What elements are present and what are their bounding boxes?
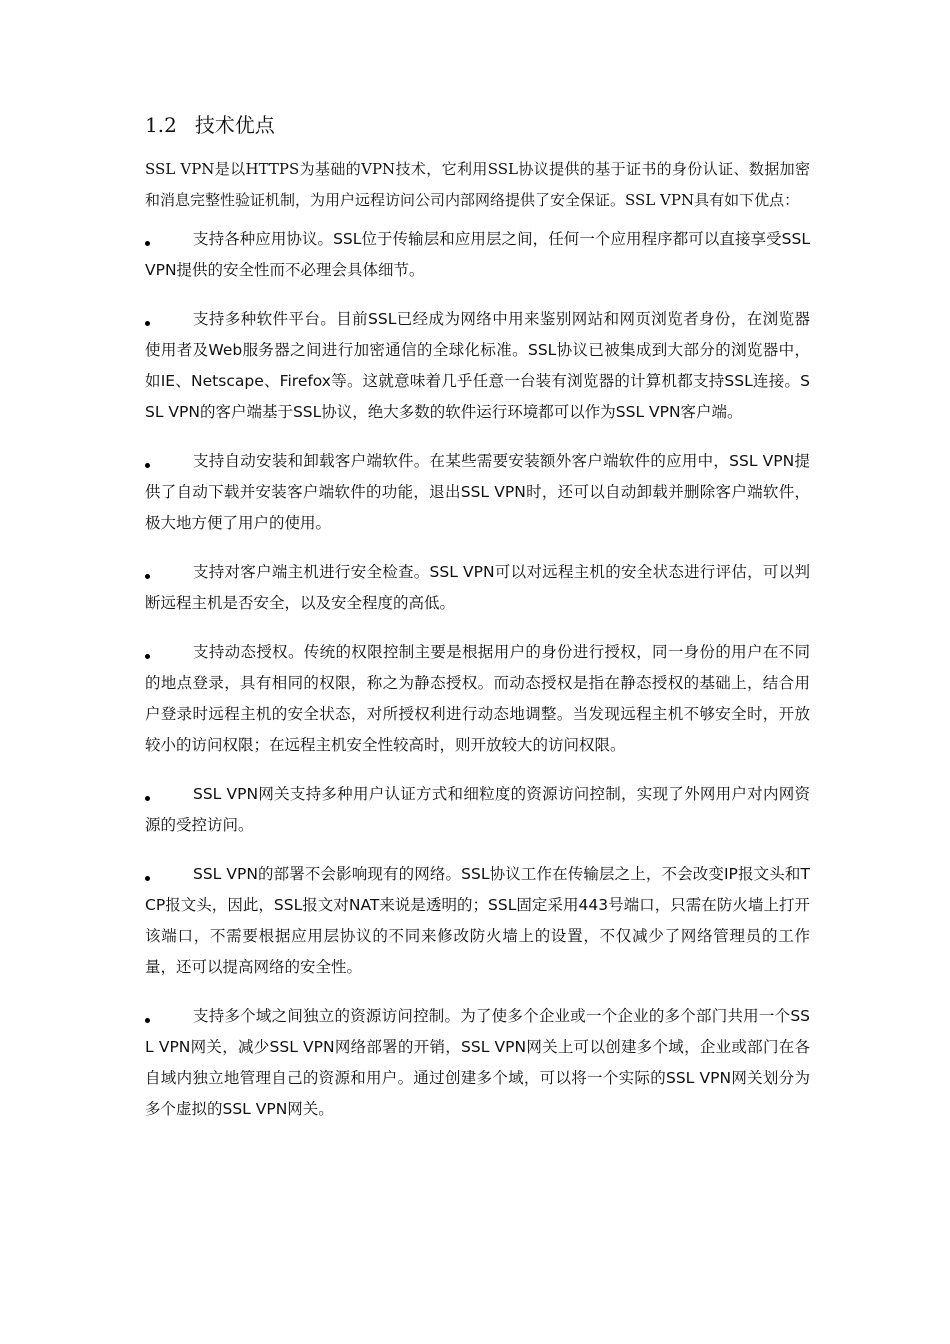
list-item-text: 支持多种软件平台。目前SSL已经成为网络中用来鉴别网站和网页浏览者身份，在浏览器使用者及Web服务器之间进行加密通信的全球化标准。SSL协议已被集成到大部分的浏览器中，如IE、Netscape、Firefox等。这就意味着几乎任意一台装有浏览器的计算机都支持SSL连接。SSL VPN的客户端基于SSL协议，绝大多数的软件运行环境都可以作为SSL VPN客户端。	[145, 310, 810, 421]
bullet-icon	[145, 1018, 150, 1023]
list-item-text: 支持多个域之间独立的资源访问控制。为了使多个企业或一个企业的多个部门共用一个SSL VPN网关，减少SSL VPN网络部署的开销，SSL VPN网关上可以创建多个域，企业或部门在各自域内独立地管理自己的资源和用户。通过创建多个域，可以将一个实际的SSL VPN网关划分为多个虚拟的SSL VPN网关。	[145, 1007, 810, 1118]
list-item-text: SSL VPN网关支持多种用户认证方式和细粒度的资源访问控制，实现了外网用户对内网资源的受控访问。	[145, 785, 810, 834]
list-item	[145, 446, 810, 539]
section-heading	[145, 110, 810, 140]
document-page	[145, 110, 810, 1143]
list-item-text: 支持对客户端主机进行安全检查。SSL VPN可以对远程主机的安全状态进行评估，可以判断远程主机是否安全，以及安全程度的高低。	[145, 563, 810, 612]
list-item	[145, 637, 810, 761]
list-item	[145, 1001, 810, 1125]
list-item	[145, 779, 810, 841]
bullet-icon	[145, 241, 150, 246]
bullet-icon	[145, 321, 150, 326]
list-item	[145, 557, 810, 619]
section-number: 1.2	[145, 113, 177, 137]
list-item-text: 支持动态授权。传统的权限控制主要是根据用户的身份进行授权，同一身份的用户在不同的地点登录，具有相同的权限，称之为静态授权。而动态授权是指在静态授权的基础上，结合用户登录时远程主机的安全状态，对所授权利进行动态地调整。当发现远程主机不够安全时，开放较小的访问权限；在远程主机安全性较高时，则开放较大的访问权限。	[145, 643, 810, 754]
intro-paragraph: SSL VPN是以HTTPS为基础的VPN技术，它利用SSL协议提供的基于证书的身份认证、数据加密和消息完整性验证机制，为用户远程访问公司内部网络提供了安全保证。SSL VPN具有如下优点：	[145, 160, 810, 209]
list-item-text: 支持自动安装和卸载客户端软件。在某些需要安装额外客户端软件的应用中，SSL VPN提供了自动下载并安装客户端软件的功能，退出SSL VPN时，还可以自动卸载并删除客户端软件，极大地方便了用户的使用。	[145, 452, 810, 532]
list-item-text: 支持各种应用协议。SSL位于传输层和应用层之间，任何一个应用程序都可以直接享受SSL VPN提供的安全性而不必理会具体细节。	[145, 230, 810, 279]
list-item-text: SSL VPN的部署不会影响现有的网络。SSL协议工作在传输层之上，不会改变IP报文头和TCP报文头，因此，SSL报文对NAT来说是透明的；SSL固定采用443号端口，只需在防火墙上打开该端口，不需要根据应用层协议的不同来修改防火墙上的设置，不仅减少了网络管理员的工作量，还可以提高网络的安全性。	[145, 865, 810, 976]
bullet-icon	[145, 654, 150, 659]
list-item	[145, 304, 810, 428]
advantages-list	[145, 224, 810, 1125]
bullet-icon	[145, 796, 150, 801]
list-item	[145, 859, 810, 983]
bullet-icon	[145, 876, 150, 881]
list-item	[145, 224, 810, 286]
section-title: 技术优点	[194, 113, 275, 137]
bullet-icon	[145, 574, 150, 579]
bullet-icon	[145, 463, 150, 468]
